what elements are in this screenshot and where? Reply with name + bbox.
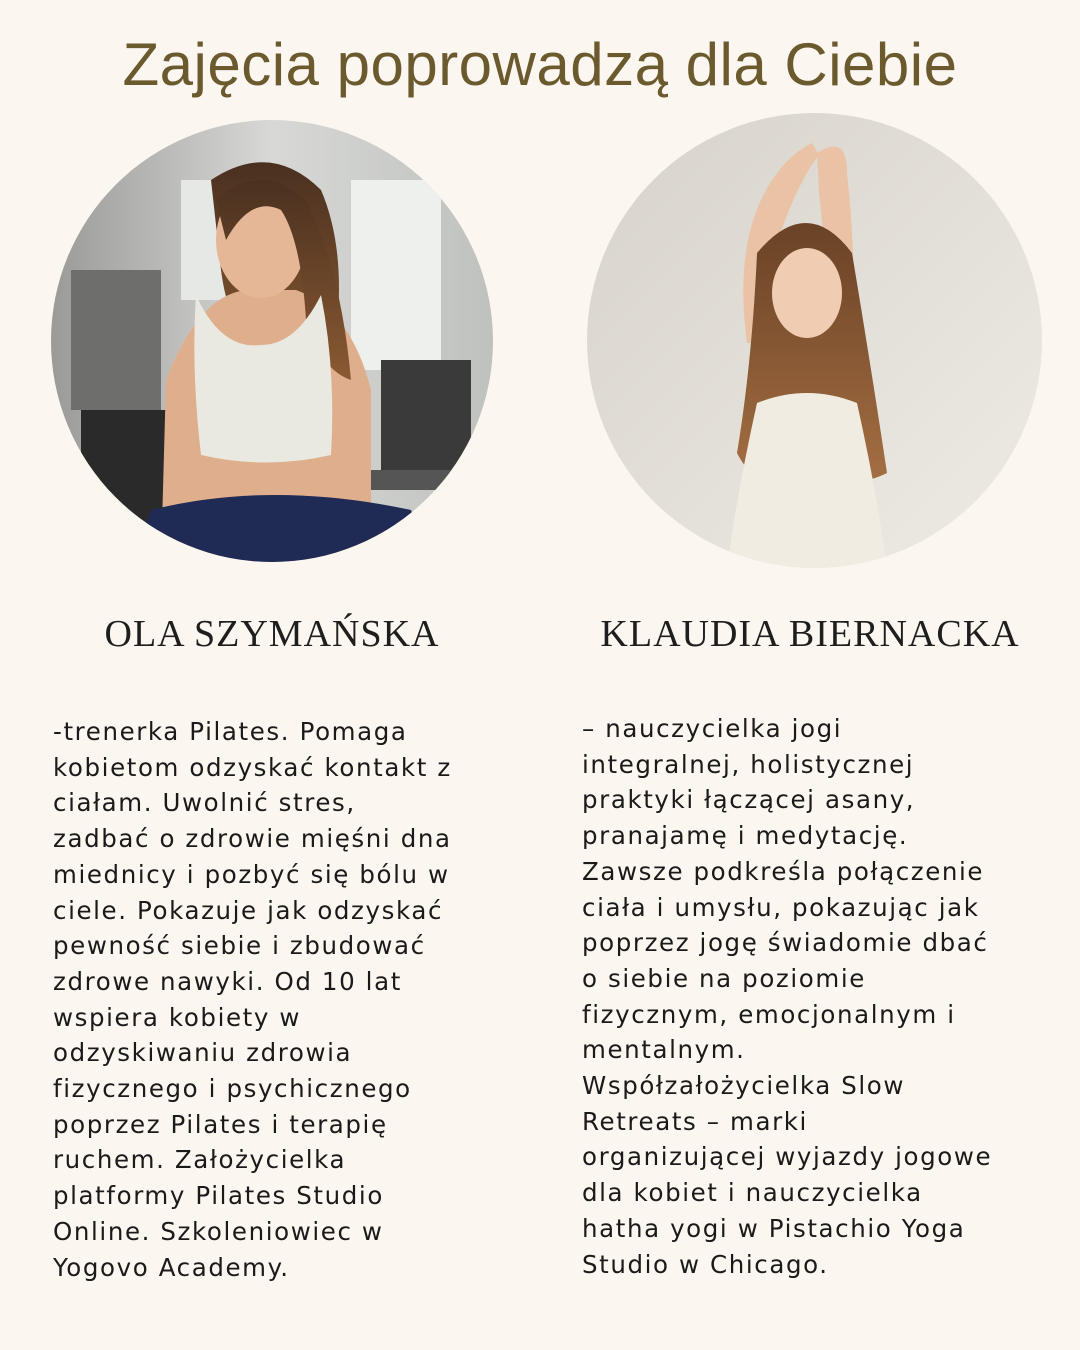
bio-line: odzyskiwaniu zdrowia <box>53 1038 353 1068</box>
bio-line: hatha yogi w Pistachio Yoga <box>582 1213 966 1243</box>
bio-line: praktyki łączącej asany, <box>582 785 916 815</box>
bio-line: dla kobiet i nauczycielka <box>582 1178 923 1208</box>
instructor-bio-ola <box>53 714 452 1285</box>
bio-line: Yogovo Academy. <box>53 1252 290 1282</box>
bio-line: kobietom odzyskać kontakt z <box>53 752 452 782</box>
bio-line: organizującej wyjazdy jogowe <box>582 1142 993 1172</box>
bio-line: Retreats – marki <box>582 1106 808 1136</box>
bio-line: miednicy i pozbyć się bólu w <box>53 859 450 889</box>
instructor-name-ola: OLA SZYMAŃSKA <box>104 613 440 655</box>
bio-line: Zawsze podkreśla połączenie <box>582 856 985 886</box>
bio-line: wspiera kobiety w <box>53 1002 301 1032</box>
bio-line: ruchem. Założycielka <box>53 1145 347 1175</box>
bio-line: pranajamę i medytację. <box>582 821 909 851</box>
instructor-photo-klaudia <box>587 113 1042 568</box>
bio-line: zadbać o zdrowie mięśni dna <box>53 824 452 854</box>
bio-line: poprzez Pilates i terapię <box>53 1109 388 1139</box>
bio-line: – nauczycielka jogi <box>582 714 843 743</box>
bio-line: integralnej, holistycznej <box>582 749 915 779</box>
bio-line: Online. Szkoleniowiec w <box>53 1216 384 1246</box>
bio-line: Współzałożycielka Slow <box>582 1071 905 1101</box>
bio-line: mentalnym. <box>582 1035 746 1065</box>
bio-line: ciałam. Uwolnić stres, <box>53 788 356 818</box>
bio-line: fizycznym, emocjonalnym i <box>582 999 956 1029</box>
instructor-bio-klaudia <box>582 711 992 1282</box>
bio-line: pewność siebie i zbudować <box>53 931 426 961</box>
bio-line: platformy Pilates Studio <box>53 1181 384 1211</box>
bio-line: zdrowe nawyki. Od 10 lat <box>53 966 402 996</box>
bio-line: ciała i umysłu, pokazując jak <box>582 892 980 922</box>
instructor-name-klaudia: KLAUDIA BIERNACKA <box>600 613 1020 655</box>
bio-line: o siebie na poziomie <box>582 963 866 993</box>
page-title: Zajęcia poprowadzą dla Ciebie <box>122 31 958 98</box>
bio-line: ciele. Pokazuje jak odzyskać <box>53 895 444 925</box>
instructor-photo-ola <box>51 120 493 562</box>
bio-line: poprzez jogę świadomie dbać <box>582 928 989 958</box>
bio-line: Studio w Chicago. <box>582 1249 829 1279</box>
bio-line: -trenerka Pilates. Pomaga <box>53 717 408 746</box>
bio-line: fizycznego i psychicznego <box>53 1074 412 1104</box>
